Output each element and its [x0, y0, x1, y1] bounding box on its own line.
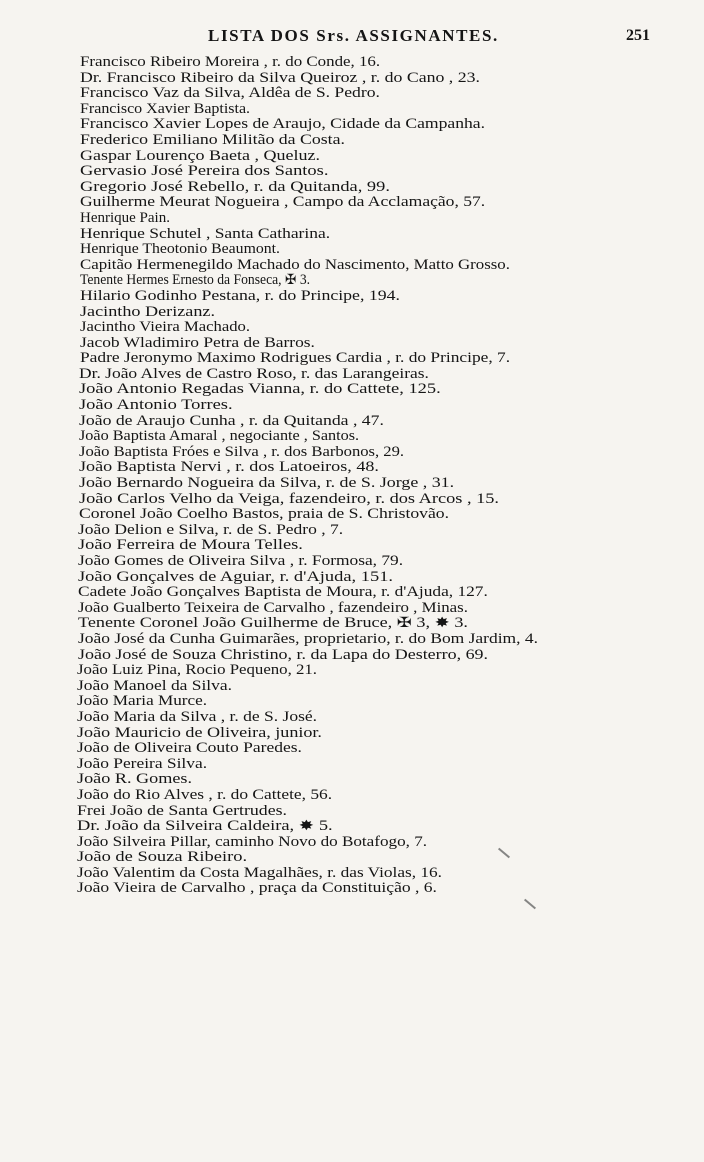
- subscriber-entry: [0, 523, 704, 539]
- subscriber-entry: [0, 367, 704, 383]
- subscriber-entry: [0, 429, 704, 445]
- subscriber-entry-text: João Gualberto Teixeira de Carvalho , fazendeiro , Minas.: [78, 599, 468, 616]
- subscriber-entry-text: João Maria da Silva , r. de S. José.: [77, 708, 318, 725]
- subscriber-entry-text: Henrique Schutel , Santa Catharina.: [80, 225, 331, 242]
- subscriber-entry-text: Cadete João Gonçalves Baptista de Moura, r. d'Ajuda, 127.: [78, 584, 488, 601]
- subscriber-entry: [0, 71, 704, 87]
- subscriber-entry-text: Francisco Vaz da Silva, Aldêa de S. Pedro.: [80, 85, 380, 102]
- subscriber-entry: [0, 258, 704, 274]
- subscriber-entry: [0, 741, 704, 757]
- subscriber-entry-text: Gaspar Lourenço Baeta , Queluz.: [80, 147, 320, 164]
- subscriber-entry-text: João Delion e Silva, r. de S. Pedro , 7.: [78, 521, 344, 538]
- subscriber-entry-text: Capitão Hermenegildo Machado do Nascimento, Matto Grosso.: [80, 256, 510, 273]
- subscriber-entry: [0, 757, 704, 773]
- subscriber-entry-text: João José de Souza Christino, r. da Lapa do Desterro, 69.: [78, 646, 489, 663]
- subscriber-entry-text: João Antonio Regadas Vianna, r. do Cattete, 125.: [79, 381, 441, 398]
- subscriber-entry: [0, 149, 704, 165]
- subscriber-entry-text: João Manoel da Silva.: [77, 677, 232, 694]
- subscriber-entry-text: João Baptista Fróes e Silva , r. dos Barbonos, 29.: [79, 443, 405, 460]
- subscriber-entry: [0, 616, 704, 632]
- subscriber-entry: [0, 881, 704, 897]
- subscriber-entry: [0, 336, 704, 352]
- subscriber-entry-text: Padre Jeronymo Maximo Rodrigues Cardia , r. do Principe, 7.: [80, 350, 511, 367]
- subscriber-entry-text: Guilherme Meurat Nogueira , Campo da Acclamação, 57.: [80, 194, 486, 211]
- subscriber-entry-text: João Antonio Torres.: [79, 397, 233, 414]
- subscriber-entry-text: João Mauricio de Oliveira, junior.: [77, 724, 322, 741]
- subscriber-entry-text: Henrique Pain.: [80, 209, 170, 226]
- subscriber-entry: [0, 648, 704, 664]
- subscriber-entry-text: Coronel João Coelho Bastos, praia de S. Christovão.: [79, 506, 449, 523]
- subscriber-entry: [0, 554, 704, 570]
- subscriber-entry: [0, 445, 704, 461]
- subscriber-entry: [0, 804, 704, 820]
- subscriber-entry-text: João de Souza Ribeiro.: [77, 849, 248, 866]
- subscriber-entry-text: Dr. João da Silveira Caldeira, ✸ 5.: [77, 818, 333, 835]
- subscriber-entry-text: João Baptista Amaral , negociante , Santos.: [79, 428, 360, 445]
- subscriber-entry-text: João Baptista Nervi , r. dos Latoeiros, 48.: [79, 459, 379, 476]
- subscriber-entry: [0, 694, 704, 710]
- subscriber-entry: [0, 850, 704, 866]
- subscriber-entry: [0, 710, 704, 726]
- subscriber-entry-text: João Gomes de Oliveira Silva , r. Formosa, 79.: [78, 553, 404, 569]
- subscriber-entry: [0, 289, 704, 305]
- subscriber-entry: [0, 305, 704, 321]
- subscriber-entry: [0, 195, 704, 211]
- subscriber-entry-text: Francisco Xavier Lopes de Araujo, Cidade da Campanha.: [80, 116, 485, 133]
- subscriber-entry: [0, 211, 704, 227]
- subscriber-entry-text: Hilario Godinho Pestana, r. do Principe, 194.: [80, 287, 400, 304]
- subscriber-entry-text: Dr. João Alves de Castro Roso, r. das Larangeiras.: [79, 365, 429, 382]
- subscriber-entry-text: João de Oliveira Couto Paredes.: [77, 740, 302, 757]
- subscriber-entry: [0, 133, 704, 149]
- subscriber-entry: [0, 414, 704, 430]
- subscriber-entry: [0, 86, 704, 102]
- subscriber-entry: [0, 819, 704, 835]
- subscriber-entry: [0, 585, 704, 601]
- subscriber-entry: [0, 507, 704, 523]
- subscriber-entry: [0, 866, 704, 882]
- subscriber-entry-text: João R. Gomes.: [77, 771, 193, 788]
- subscriber-entry: [0, 117, 704, 133]
- subscriber-entry: [0, 679, 704, 695]
- subscriber-entry-text: Tenente Hermes Ernesto da Fonseca, ✠ 3.: [80, 272, 311, 289]
- subscriber-entry-text: Frei João de Santa Gertrudes.: [77, 802, 287, 819]
- subscriber-entry: [0, 273, 704, 289]
- subscriber-entry-text: Dr. Francisco Ribeiro da Silva Queiroz , r. do Cano , 23.: [80, 69, 480, 86]
- page-number: 251: [626, 27, 650, 44]
- subscriber-entry-text: João Bernardo Nogueira da Silva, r. de S. Jorge , 31.: [79, 475, 455, 492]
- subscriber-entry-text: João Ferreira de Moura Telles.: [78, 537, 303, 554]
- subscriber-entry: [0, 726, 704, 742]
- subscriber-entry-text: Henrique Theotonio Beaumont.: [80, 241, 280, 258]
- subscriber-entry-text: João Pereira Silva.: [77, 755, 208, 772]
- subscriber-entry: [0, 351, 704, 367]
- subscriber-entry-text: João de Araujo Cunha , r. da Quitanda , 47.: [79, 412, 384, 429]
- subscriber-entry: [0, 663, 704, 679]
- subscriber-entry-text: Frederico Emiliano Militão da Costa.: [80, 131, 345, 148]
- subscriber-entry: [0, 382, 704, 398]
- subscriber-entry-text: Gervasio José Pereira dos Santos.: [80, 163, 329, 180]
- subscriber-entry: [0, 398, 704, 414]
- subscriber-entry: [0, 788, 704, 804]
- subscriber-entry-text: Jacintho Derizanz.: [80, 303, 216, 320]
- subscriber-entry-text: Gregorio José Rebello, r. da Quitanda, 99.: [80, 178, 390, 195]
- subscriber-entry-text: João Carlos Velho da Veiga, fazendeiro, r. dos Arcos , 15.: [79, 490, 499, 507]
- subscriber-entry: [0, 227, 704, 243]
- subscriber-entry: [0, 538, 704, 554]
- subscriber-entry: [0, 772, 704, 788]
- subscriber-entry-text: João Gonçalves de Aguiar, r. d'Ajuda, 151.: [78, 568, 394, 585]
- subscriber-list: [0, 55, 704, 897]
- page-title: LISTA DOS Srs. ASSIGNANTES.: [208, 26, 499, 45]
- subscriber-entry-text: Jacintho Vieira Machado.: [80, 319, 250, 336]
- subscriber-entry: [0, 102, 704, 118]
- subscriber-entry: [0, 164, 704, 180]
- subscriber-entry-text: Jacob Wladimiro Petra de Barros.: [80, 334, 315, 351]
- subscriber-entry: [0, 320, 704, 336]
- subscriber-entry: [0, 180, 704, 196]
- subscriber-entry-text: João Silveira Pillar, caminho Novo do Botafogo, 7.: [77, 833, 428, 850]
- subscriber-entry: [0, 632, 704, 648]
- subscriber-entry: [0, 492, 704, 508]
- subscriber-entry: [0, 476, 704, 492]
- subscriber-entry: [0, 570, 704, 586]
- subscriber-entry-text: Tenente Coronel João Guilherme de Bruce, ✠ 3, ✸ 3.: [78, 615, 468, 632]
- page-header: [0, 26, 704, 52]
- subscriber-entry-text: Francisco Ribeiro Moreira , r. do Conde, 16.: [80, 54, 381, 70]
- subscriber-entry: [0, 601, 704, 617]
- subscriber-entry-text: Francisco Xavier Baptista.: [80, 100, 251, 117]
- subscriber-entry-text: João Vieira de Carvalho , praça da Constituição , 6.: [77, 880, 437, 897]
- subscriber-entry-text: João Valentim da Costa Magalhães, r. das Violas, 16.: [77, 864, 443, 881]
- subscriber-entry-text: João Maria Murce.: [77, 693, 208, 710]
- subscriber-entry: [0, 242, 704, 258]
- subscriber-entry: [0, 835, 704, 851]
- subscriber-entry: [0, 460, 704, 476]
- ink-speck-mark: [524, 899, 536, 910]
- subscriber-entry: [0, 55, 704, 71]
- subscriber-entry-text: João José da Cunha Guimarães, proprietario, r. do Bom Jardim, 4.: [78, 630, 538, 647]
- subscriber-entry-text: João do Rio Alves , r. do Cattete, 56.: [77, 786, 333, 803]
- subscriber-entry-text: João Luiz Pina, Rocio Pequeno, 21.: [77, 662, 318, 679]
